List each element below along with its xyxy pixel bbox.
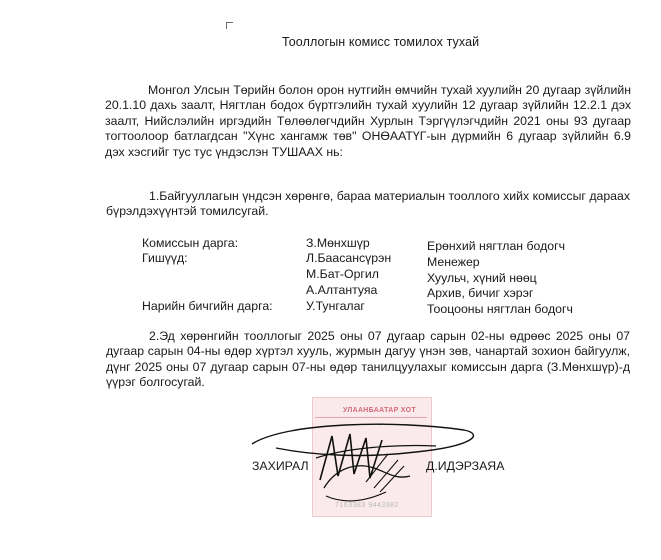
signature-stroke [326,492,386,501]
document-title: Тооллогын комисс томилох тухай [282,35,480,49]
secretary-label: Нарийн бичгийн дарга: [142,299,273,313]
member-position: Менежер [427,255,480,269]
signatory-name: Д.ИДЭРЗАЯА [426,459,505,473]
signature-stroke [252,424,473,455]
member-name: А.Алтантуяа [306,283,378,297]
member-name: У.Тунгалаг [306,299,365,313]
preamble-paragraph: Монгол Улсын Төрийн болон орон нутгийн өмчийн тухай хуулийн 20 дугаар зүйлийн 20.1.10 дахь заалт, Нягтлан бодох бүртгэлийн тухай хуулийн 12 дугаар зүйлийн 12.2.1 дэх заалт, Нийслэлийн иргэдийн Төлөөлөгчдийн Хурлын Тэргүүлэгчдийн 2021 оны 93 дугаар тогтоолоор батлагдсан "Хүнс хангамж төв" ОНӨААТҮГ-ын дүрмийн 6 дугаар зүйлийн 6.9 дэх хэсгийг тус тус үндэслэн ТУШААХ нь: [105,83,631,159]
corner-mark [226,22,233,29]
stamp-number-text: 7163383 9443382 [335,502,399,509]
member-name: Л.Баасансүрэн [306,251,392,265]
member-position: Хуульч, хүний нөөц [427,271,537,285]
stamp-city-text: УЛААНБААТАР ХОТ [343,407,416,414]
clause-2: 2.Эд хөрөнгийн тооллогыг 2025 оны 07 дугаар сарын 02-ны өдрөөс 2025 оны 07 дугаар сарын 04-ны өдөр хүртэл хууль, журмын дагуу үнэн зөв, чанартай зохион байгуулж, дүнг 2025 оны 07 дугаар сарын 07-ны өдөр танилцуулахыг комиссын дарга (З.Мөнхшүр)-д үүрэг болгосугай. [106,329,630,390]
chair-label: Комиссын дарга: [142,236,238,250]
member-position: Тооцооны нягтлан бодогч [427,302,573,316]
member-position: Ерөнхий нягтлан бодогч [427,239,566,253]
member-position: Архив, бичиг хэрэг [427,286,534,300]
members-label: Гишүүд: [142,251,188,265]
member-name: З.Мөнхшүр [306,236,370,250]
member-name: М.Бат-Оргил [306,267,379,281]
clause-1: 1.Байгууллагын үндсэн хөрөнгө, бараа материалын тооллого хийх комиссыг дараах бүрэлдэхүүнтэй томилсугай. [106,189,630,219]
signatory-title: ЗАХИРАЛ [252,459,309,473]
